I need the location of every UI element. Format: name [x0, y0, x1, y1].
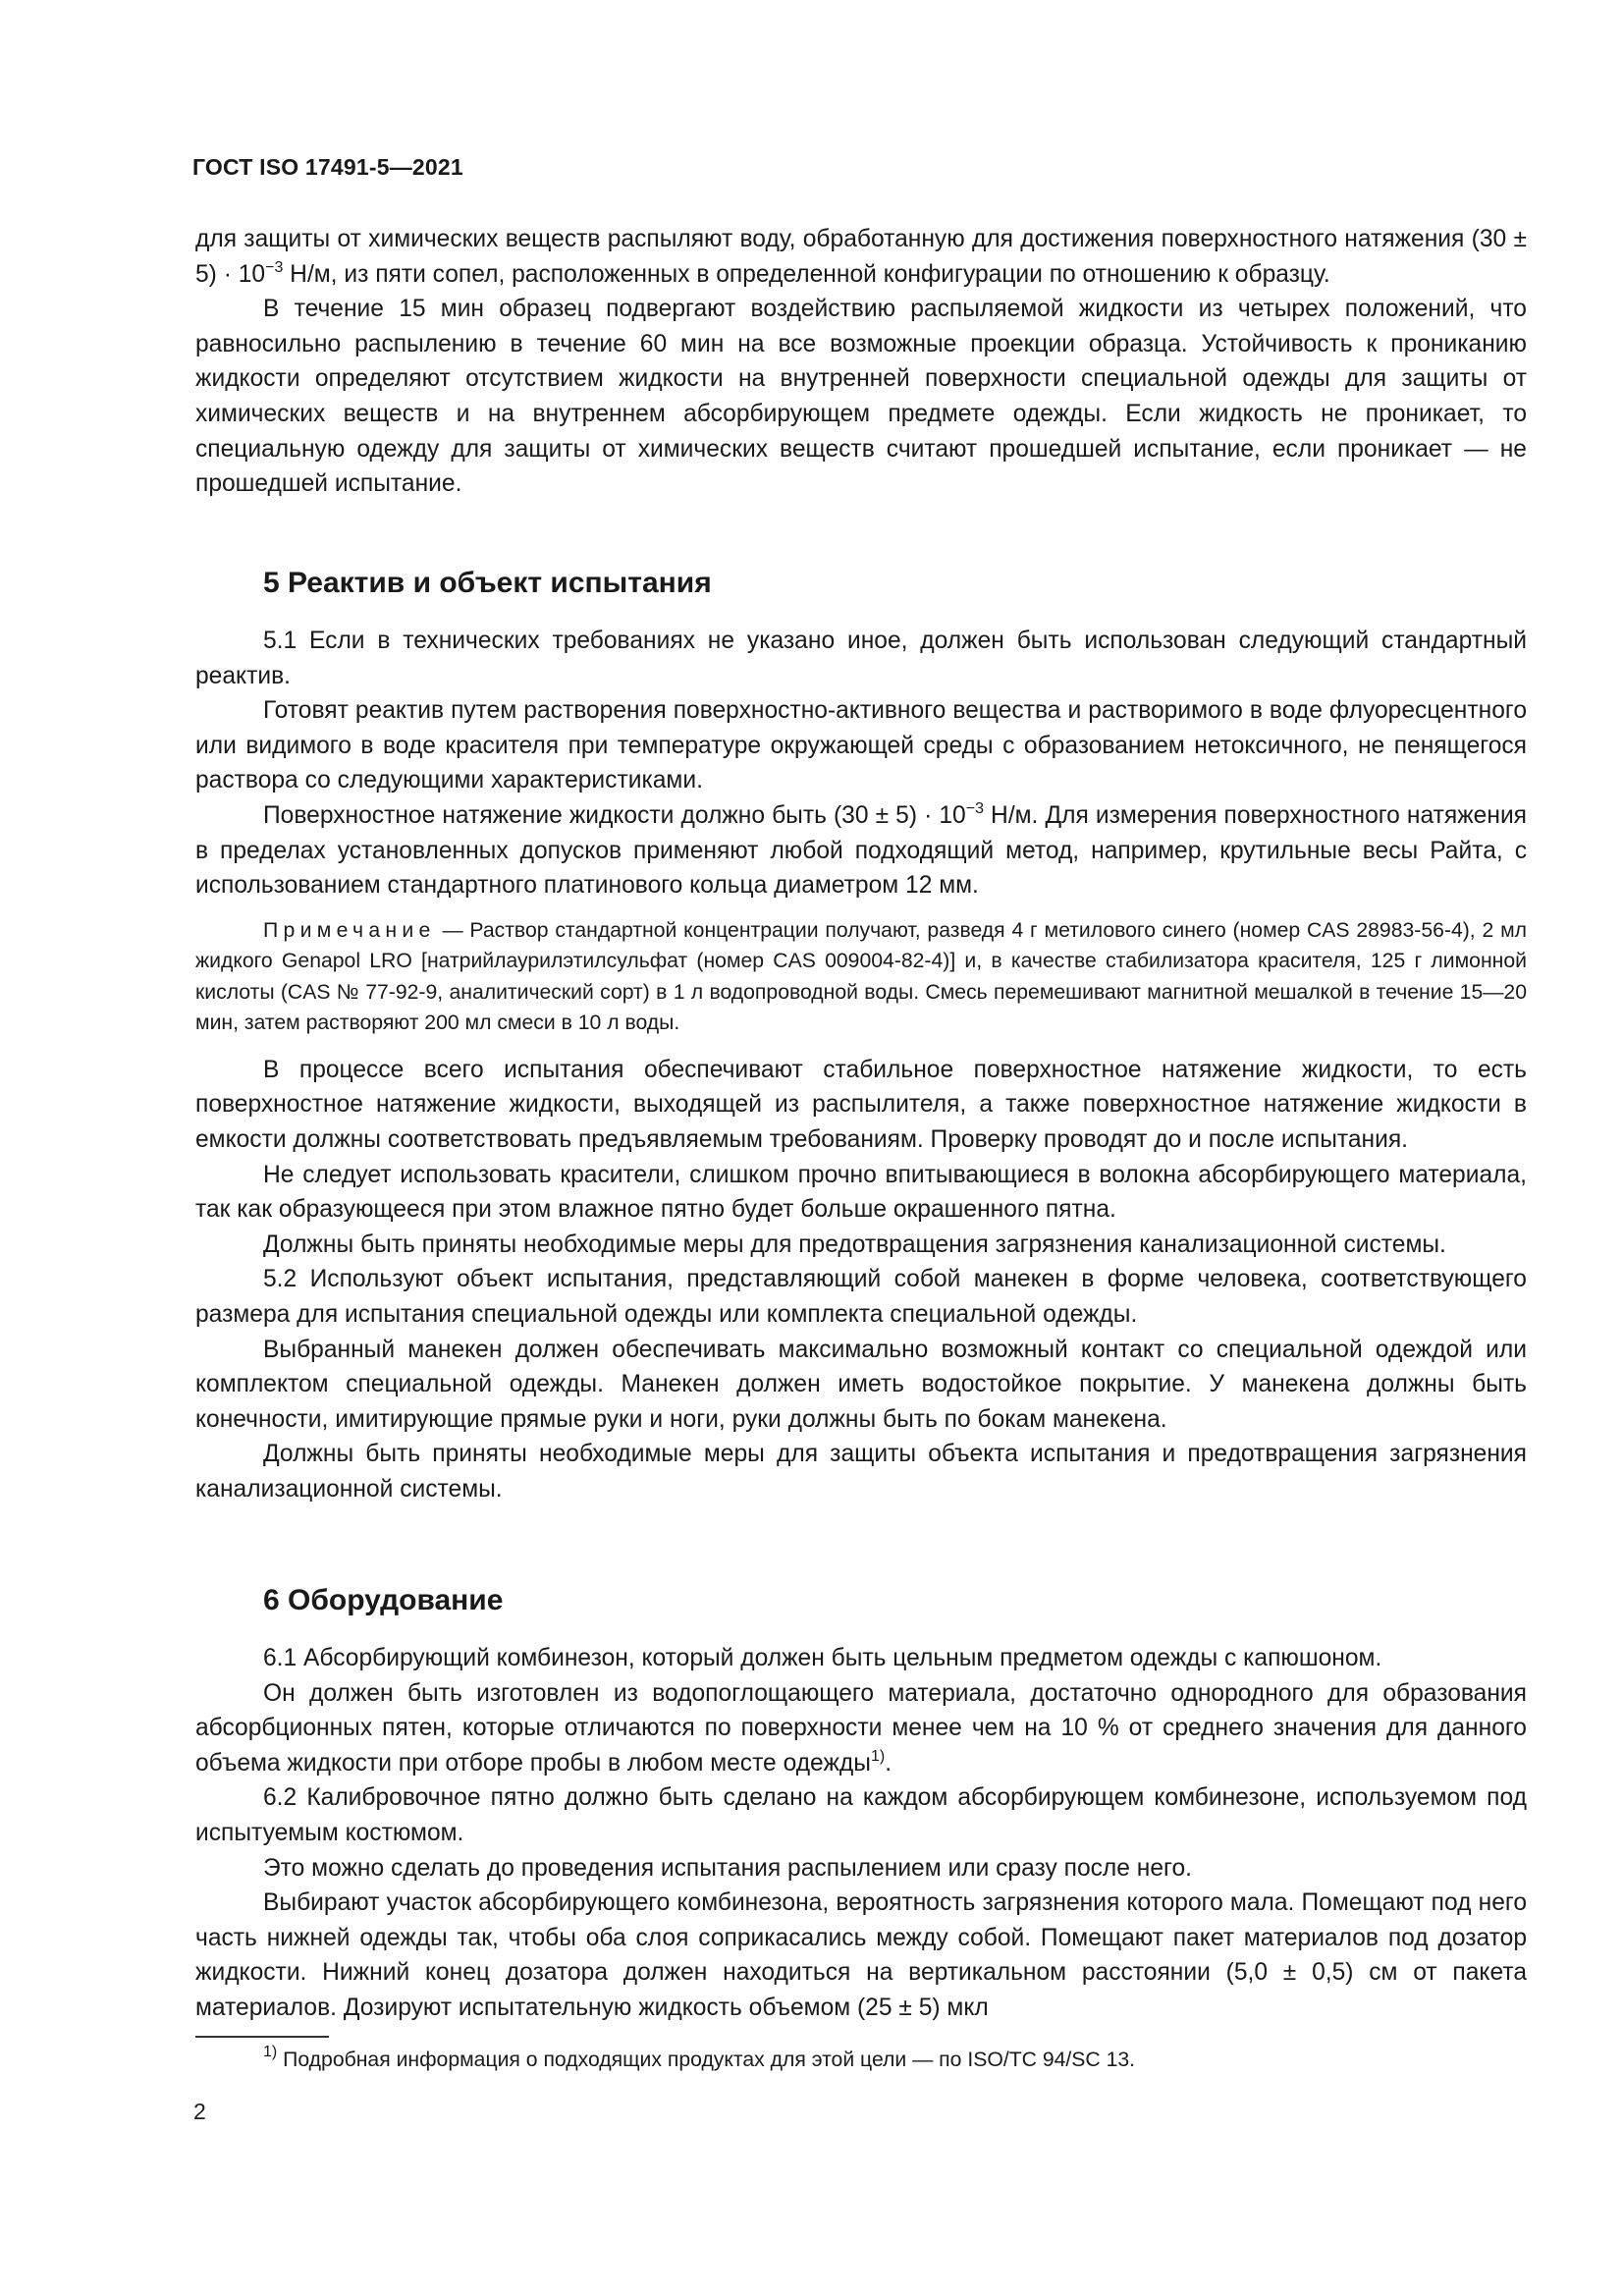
- footnote-text: Подробная информация о подходящих продуктах для этой цели — по ISO/TC 94/SC 13.: [277, 2049, 1136, 2071]
- section-6-paragraph: 6.1 Абсорбирующий комбинезон, который должен быть цельным предметом одежды с капюшоном.: [263, 1645, 1382, 1671]
- document-header: ГОСТ ISO 17491-5—2021: [192, 154, 463, 180]
- section-5-body: [195, 624, 1527, 1506]
- note-paragraph: [195, 915, 1527, 1039]
- section-5: [195, 564, 1527, 603]
- section-5-title: 5 Реактив и объект испытания: [263, 567, 712, 599]
- section-6-title: 6 Оборудование: [263, 1584, 504, 1616]
- intro-paragraph-2: В течение 15 мин образец подвергают воздействию распыляемой жидкости из четырех положений, что равносильно распылению в течение 60 мин на все возможные проекции образца. Устойчивость к прониканию жидкости определяют отсутствием жидкости на внутренней поверхности специальной одежды для защиты от химических веществ и на внутреннем абсорбирующем предмете одежды. Если жидкость не проникает, то специальную одежду для защиты от химических веществ считают прошедшей испытание, если проникает — не прошедшей испытание.: [195, 296, 1527, 498]
- section-5-paragraph: 5.1 Если в технических требованиях не указано иное, должен быть использован следующий стандартный реактив.: [195, 628, 1527, 689]
- footnote-divider: [195, 2036, 329, 2038]
- section-6-paragraph: Это можно сделать до проведения испытания распылением или сразу после него.: [263, 1854, 1192, 1882]
- footnote-marker: 1): [263, 2044, 278, 2060]
- footnote: [263, 2046, 1520, 2075]
- section-6: [195, 1581, 1527, 1620]
- note-label: Примечание: [263, 918, 436, 942]
- section-5-paragraph: Готовят реактив путем растворения поверхностно-активного вещества и растворимого в воде флуоресцентного или видимого в воде красителя при температуре окружающей среды с образованием нетоксичного, не пенящегося раствора со следующими характеристиками.: [195, 697, 1527, 794]
- section-5-paragraph: Должны быть приняты необходимые меры для защиты объекта испытания и предотвращения загрязнения канализационной системы.: [195, 1441, 1527, 1503]
- section-5-paragraph: Поверхностное натяжение жидкости должно быть $(30 \pm 5) \cdot 10^{-3}$ Н/м. Для измерения поверхностного натяжения в пределах установленных допусков применяют любой подходящий метод, например, крутильные весы Райта, с использованием стандартного платинового кольца диаметром 12 мм.: [195, 799, 1527, 900]
- section-5-paragraph: Выбранный манекен должен обеспечивать максимально возможный контакт со специальной одеждой или комплектом специальной одежды. Манекен должен иметь водостойкое покрытие. У манекена должны быть конечности, имитирующие прямые руки и ноги, руки должны быть по бокам манекена.: [195, 1336, 1527, 1433]
- section-6-paragraph: Он должен быть изготовлен из водопоглощающего материала, достаточно однородного для образования абсорбционных пятен, которые отличаются по поверхности менее чем на 10 % от среднего значения для данного объема жидкости при отборе пробы в любом месте одежды$^{1)}$.: [195, 1679, 1527, 1777]
- intro-paragraph-1: для защиты от химических веществ распыляют воду, обработанную для достижения поверхностного натяжения $(30 \pm 5) \cdot 10^{-3}$ Н/м, из пяти сопел, расположенных в определенной конфигурации по отношению к образцу.: [195, 226, 1527, 288]
- section-6-body: [195, 1641, 1527, 2026]
- section-6-paragraph: 6.2 Калибровочное пятно должно быть сделано на каждом абсорбирующем комбинезоне, используемом под испытуемым костюмом.: [195, 1784, 1527, 1846]
- section-5-paragraph: Не следует использовать красители, слишком прочно впитывающиеся в волокна абсорбирующего материала, так как образующееся при этом влажное пятно будет больше окрашенного пятна.: [195, 1161, 1527, 1224]
- intro-block: [195, 222, 1527, 502]
- note-text: — Раствор стандартной концентрации получают, разведя 4 г метилового синего (номер CAS 28983-56-4), 2 мл жидкого Genapol LRO [натрийлаурилэтилсульфат (номер CAS 009004-82-4)] и, в качестве стабилизатора красителя, 125 г лимонной кислоты (CAS № 77-92-9, аналитический сорт) в 1 л водопроводной воды. Смесь перемешивают магнитной мешалкой в течение 15—20 мин, затем растворяют 200 мл смеси в 10 л воды.: [195, 918, 1527, 1035]
- section-5-paragraph: Должны быть приняты необходимые меры для предотвращения загрязнения канализационной системы.: [263, 1230, 1446, 1258]
- page-number: 2: [193, 2099, 206, 2124]
- section-5-paragraph: В процессе всего испытания обеспечивают стабильное поверхностное натяжение жидкости, то есть поверхностное натяжение жидкости, выходящей из распылителя, а также поверхностное натяжение жидкости в емкости должны соответствовать предъявляемым требованиям. Проверку проводят до и после испытания.: [195, 1056, 1527, 1153]
- section-6-paragraph: Выбирают участок абсорбирующего комбинезона, вероятность загрязнения которого мала. Помещают под него часть нижней одежды так, чтобы оба слоя соприкасались между собой. Помещают пакет материалов под дозатор жидкости. Нижний конец дозатора должен находиться на вертикальном расстоянии (5,0 ± 0,5) см от пакета материалов. Дозируют испытательную жидкость объемом (25 ± 5) мкл: [195, 1889, 1527, 2021]
- section-5-paragraph: 5.2 Используют объект испытания, представляющий собой манекен в форме человека, соответствующего размера для испытания специальной одежды или комплекта специальной одежды.: [195, 1266, 1527, 1328]
